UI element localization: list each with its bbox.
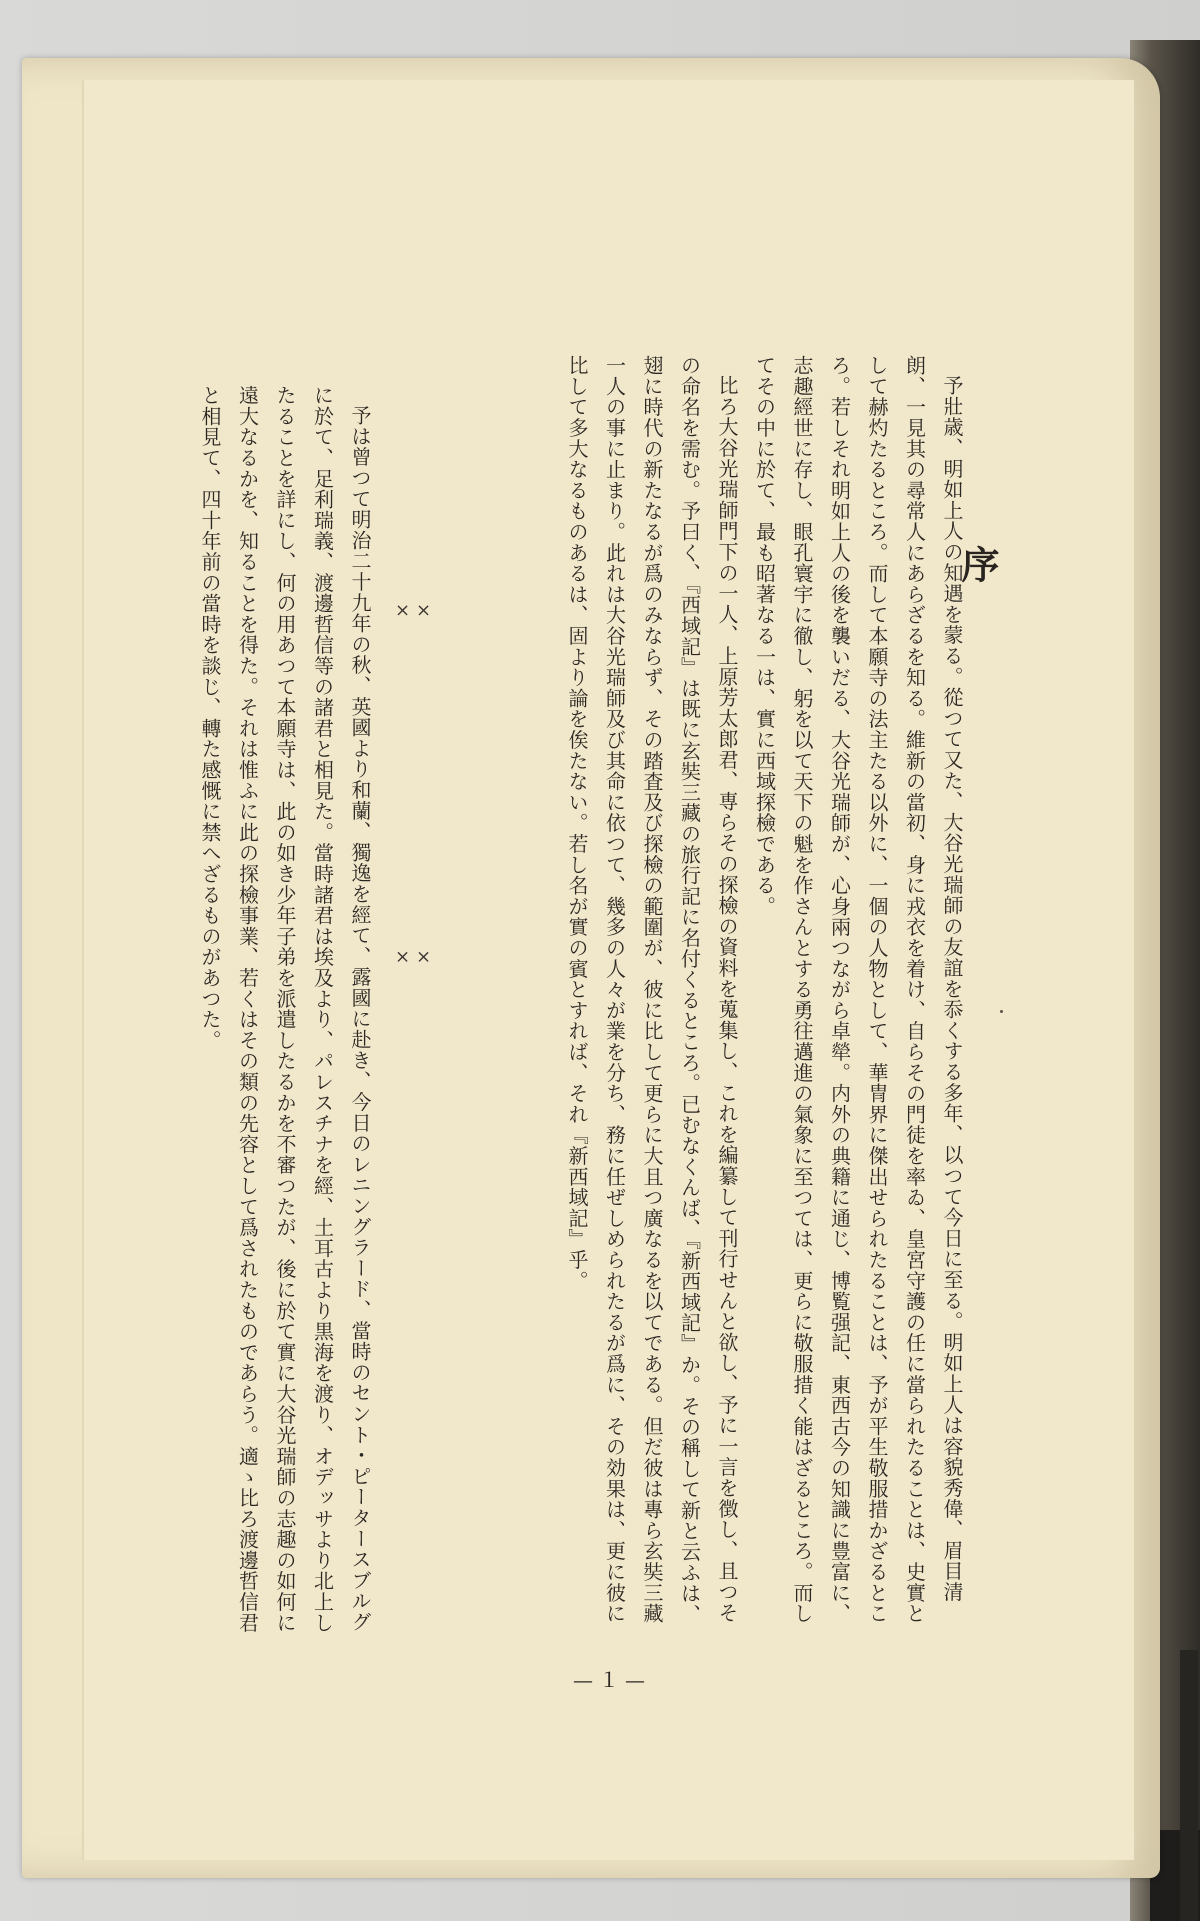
preface-text-main <box>470 355 970 1635</box>
paper-speck <box>1000 1010 1003 1013</box>
page-number: —１— <box>573 1668 651 1692</box>
paragraph-2: 比ろ大谷光瑞師門下の一人、上原芳太郎君、専らその探檢の資料を蒐集し、これを編纂して刊行せんと欲し、予に一言を徴し、且つその命名を需む。予曰く、『西域記』は既に玄奘三藏の旅行記に名付くるところ。已むなくんば、『新西域記』か。その稱して新と云ふは、翅に時代の新たなるが爲のみならず、その踏査及び探檢の範圍が、彼に比して更らに大且つ廣なるを以てである。但だ彼は專ら玄奘三藏一人の事に止まり。此れは大谷光瑞師及び其命に依つて、幾多の人々が業を分ち、務に任ぜしめられたるが爲に、その効果は、更に彼に比して多大なるものあるは、固より論を俟たない。若し名が實の賓とすれば、それ『新西域記』乎。 <box>565 355 739 1625</box>
bookmark-ribbon <box>1180 1650 1198 1921</box>
page-title: 序 <box>955 545 1000 583</box>
paragraph-1: 予壯歳、明如上人の知遇を蒙る。從つて又た、大谷光瑞師の友誼を忝くする多年、以つて今日に至る。明如上人は容貌秀偉、眉目清朗、一見其の尋常人にあらざるを知る。維新の當初、身に戎衣を着け、自らその門徒を率ゐ、皇宮守護の任に當られたることは、史實として赫灼たるところ。而して本願寺の法主たる以外に、一個の人物として、華冑界に傑出せられたることは、予が平生敬服措かざるところ。若しそれ明如上人の後を襲いだる、大谷光瑞師が、心身兩つながら卓犖。内外の典籍に通じ、博覧强記、東西古今の知識に豊富に、志趣經世に存し、眼孔寰宇に徹し、躬を以て天下の魁を作さんとする勇往邁進の氣象に至つては、更らに敬服措く能はざるところ。而してその中に於て、最も昭著なる一は、實に西域探檢である。 <box>752 355 964 1624</box>
section-separator: × × × × <box>392 600 434 1128</box>
paragraph-3: 予は曾つて明治二十九年の秋、英國より和蘭、獨逸を經て、露國に赴き、今日のレニングラード、當時のセント・ピータースブルグに於て、足利瑞義、渡邊哲信等の諸君と相見た。當時諸君は埃及より、パレスチナを經、土耳古より黒海を渡り、オデッサより北上したることを詳にし、何の用あつて本願寺は、此の如き少年子弟を派遣したるかを不審つたが、後に於て實に大谷光瑞師の志趣の如何に遠大なるかを、知ることを得た。それは惟ふに此の探檢事業、若くはその類の先容として爲されたものであらう。適ゝ比ろ渡邊哲信君と相見て、四十年前の當時を談じ、轉た感慨に禁へざるものがあつた。 <box>198 385 372 1633</box>
preface-text-second <box>168 385 378 1645</box>
